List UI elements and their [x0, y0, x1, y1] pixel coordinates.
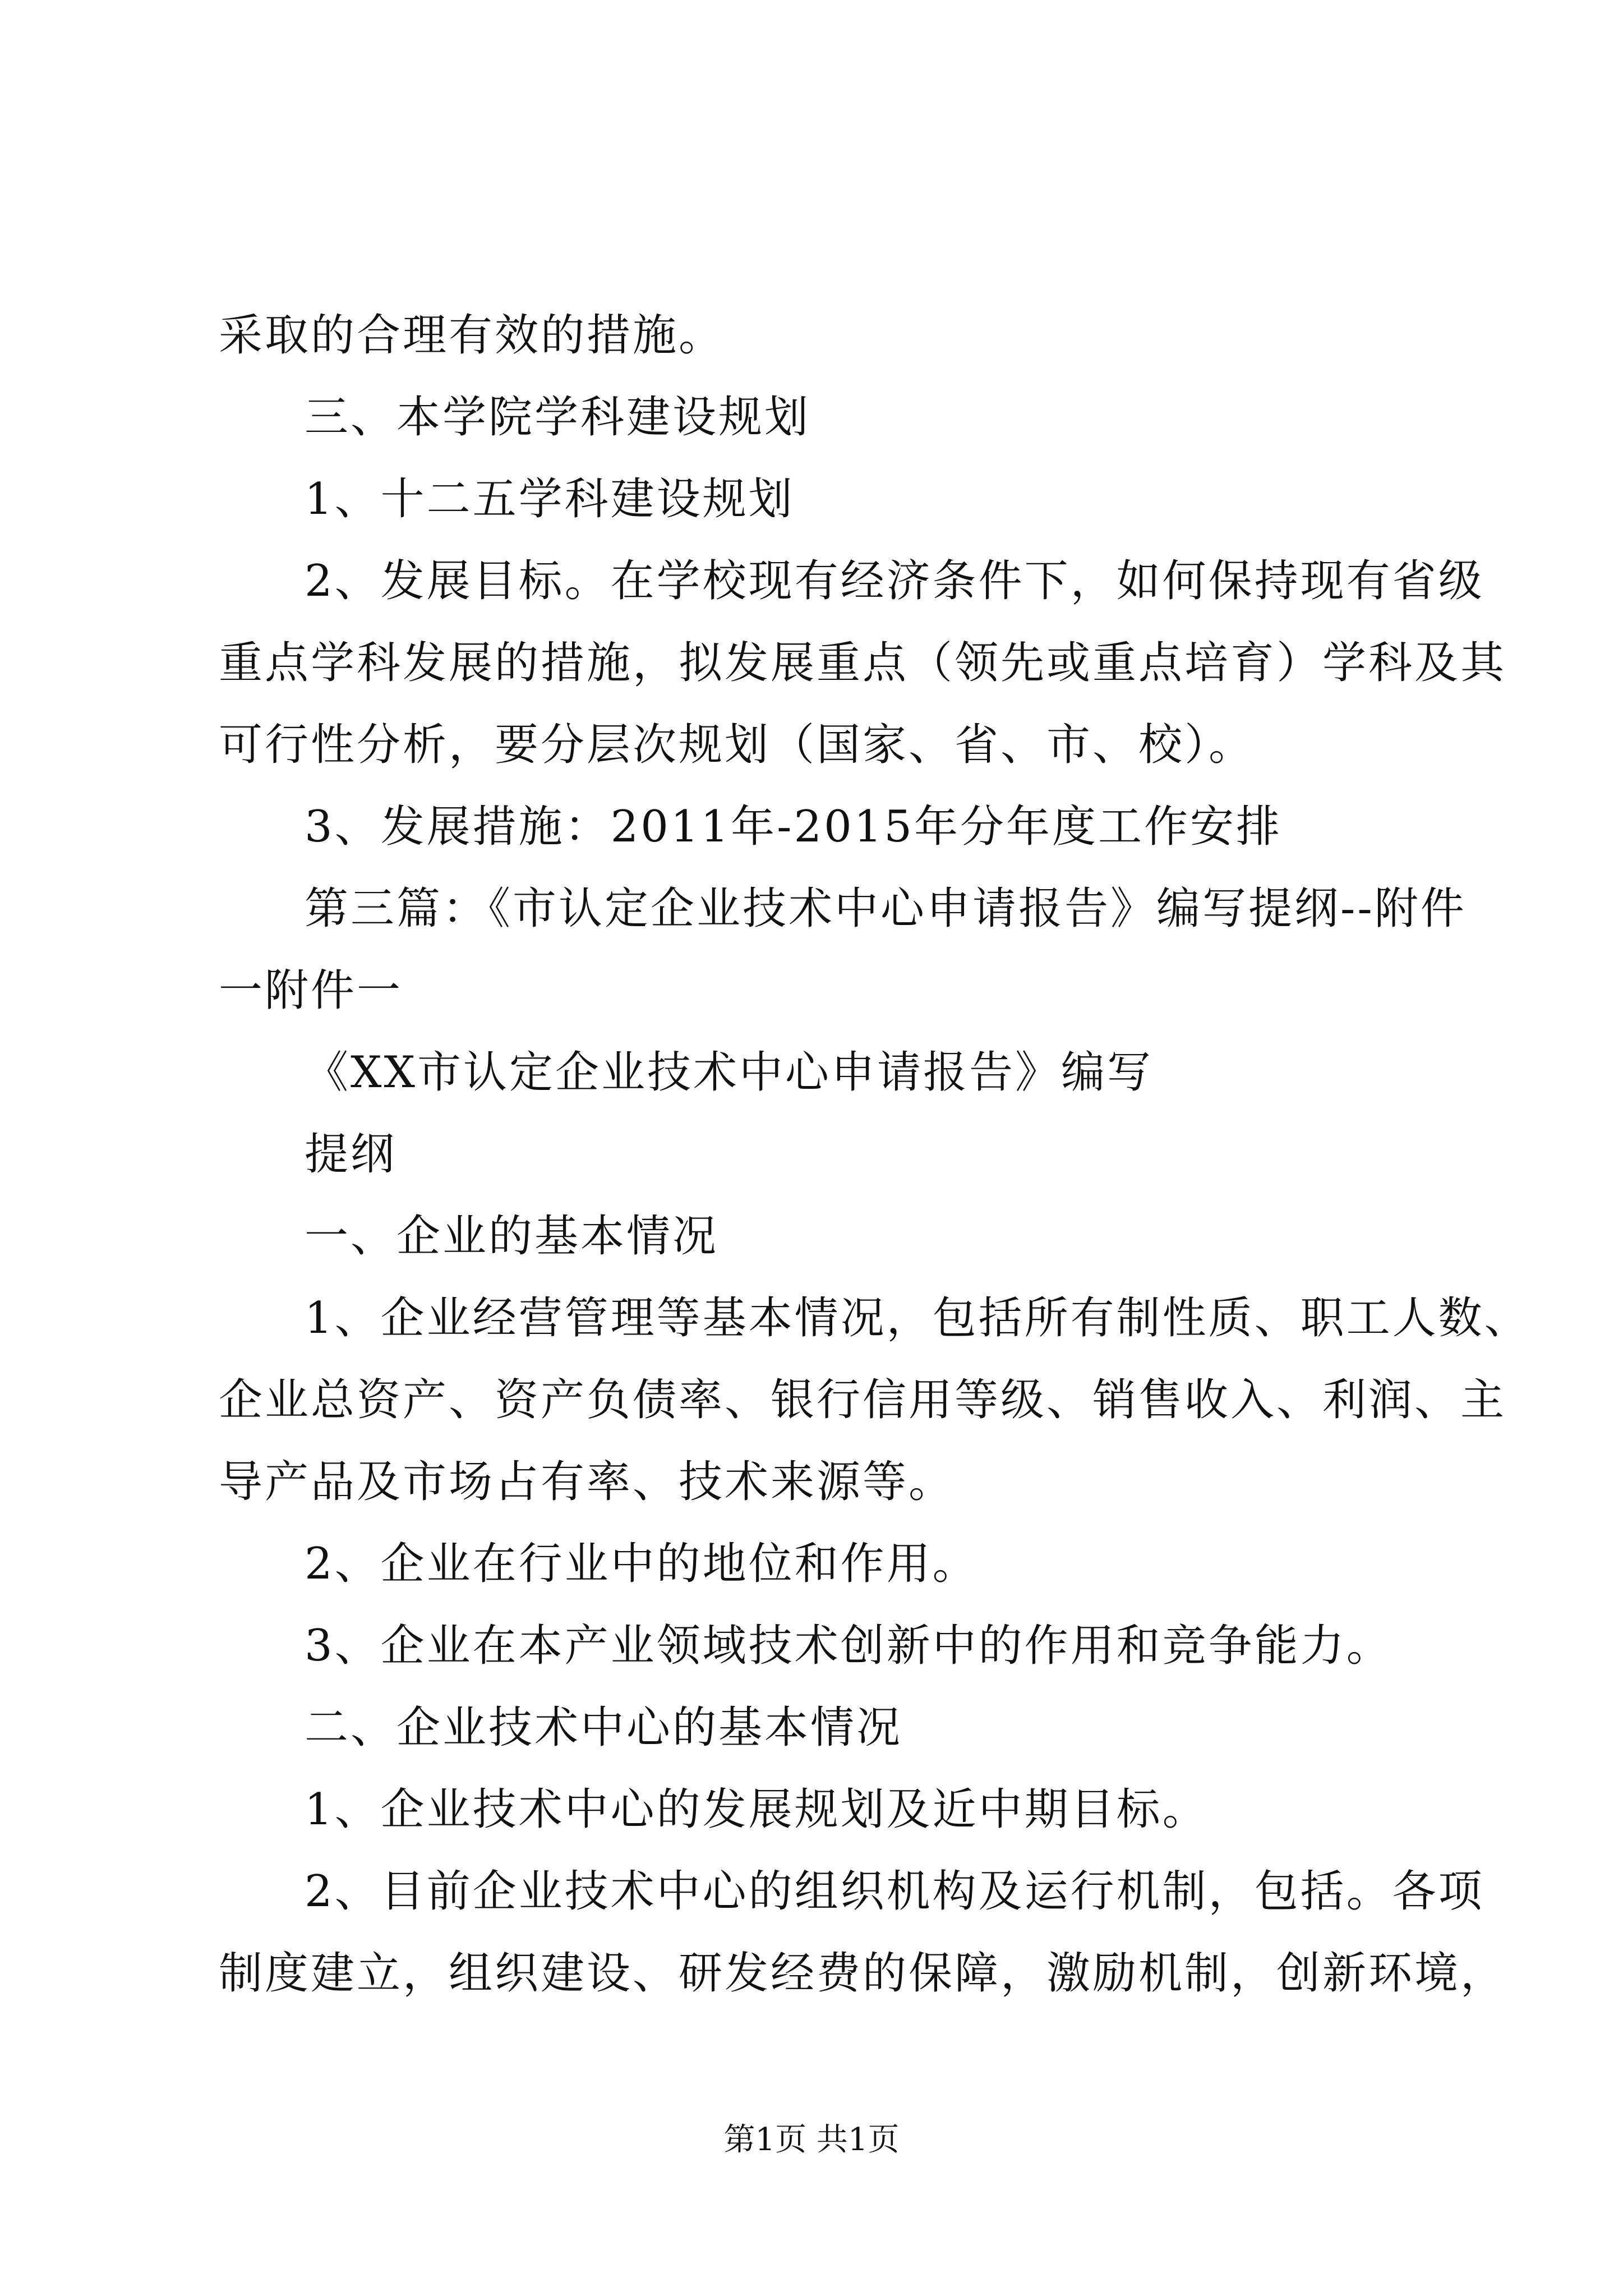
section-heading: 一、企业的基本情况	[305, 1211, 719, 1262]
section-heading: 二、企业技术中心的基本情况	[305, 1703, 903, 1753]
text-line: 制度建立，组织建设、研发经费的保障，激励机制，创新环境，	[219, 1948, 1507, 1999]
text-line: 1、企业技术中心的发展规划及近中期目标。	[305, 1784, 1209, 1835]
text-line: 2、目前企业技术中心的组织机构及运行机制，包括。各项	[305, 1866, 1484, 1917]
text-line: 可行性分析，要分层次规划（国家、省、市、校）。	[219, 720, 1255, 770]
document-title: 《XX市认定企业技术中心申请报告》编写	[305, 1047, 1154, 1098]
text-line: 采取的合理有效的措施。	[219, 310, 725, 361]
document-title: 提纲	[305, 1129, 397, 1180]
text-line: 企业总资产、资产负债率、银行信用等级、销售收入、利润、主	[219, 1375, 1507, 1425]
text-line: 3、企业在本产业领域技术创新中的作用和竞争能力。	[305, 1621, 1393, 1671]
page-footer: 第1页 共1页	[723, 2122, 900, 2158]
text-line: 1、企业经营管理等基本情况，包括所有制性质、职工人数、	[305, 1293, 1530, 1343]
text-line: 2、发展目标。在学校现有经济条件下，如何保持现有省级	[305, 556, 1484, 606]
text-line: 导产品及市场占有率、技术来源等。	[219, 1457, 955, 1507]
text-line: 3、发展措施：2011年-2015年分年度工作安排	[305, 802, 1282, 852]
text-line: 1、十二五学科建设规划	[305, 474, 795, 524]
section-heading: 三、本学院学科建设规划	[305, 392, 811, 443]
text-line: 一附件一	[219, 965, 403, 1016]
text-line: 重点学科发展的措施，拟发展重点（领先或重点培育）学科及其	[219, 638, 1507, 688]
chapter-heading: 第三篇：《市认定企业技术中心申请报告》编写提纲--附件	[305, 884, 1467, 934]
text-line: 2、企业在行业中的地位和作用。	[305, 1539, 979, 1589]
